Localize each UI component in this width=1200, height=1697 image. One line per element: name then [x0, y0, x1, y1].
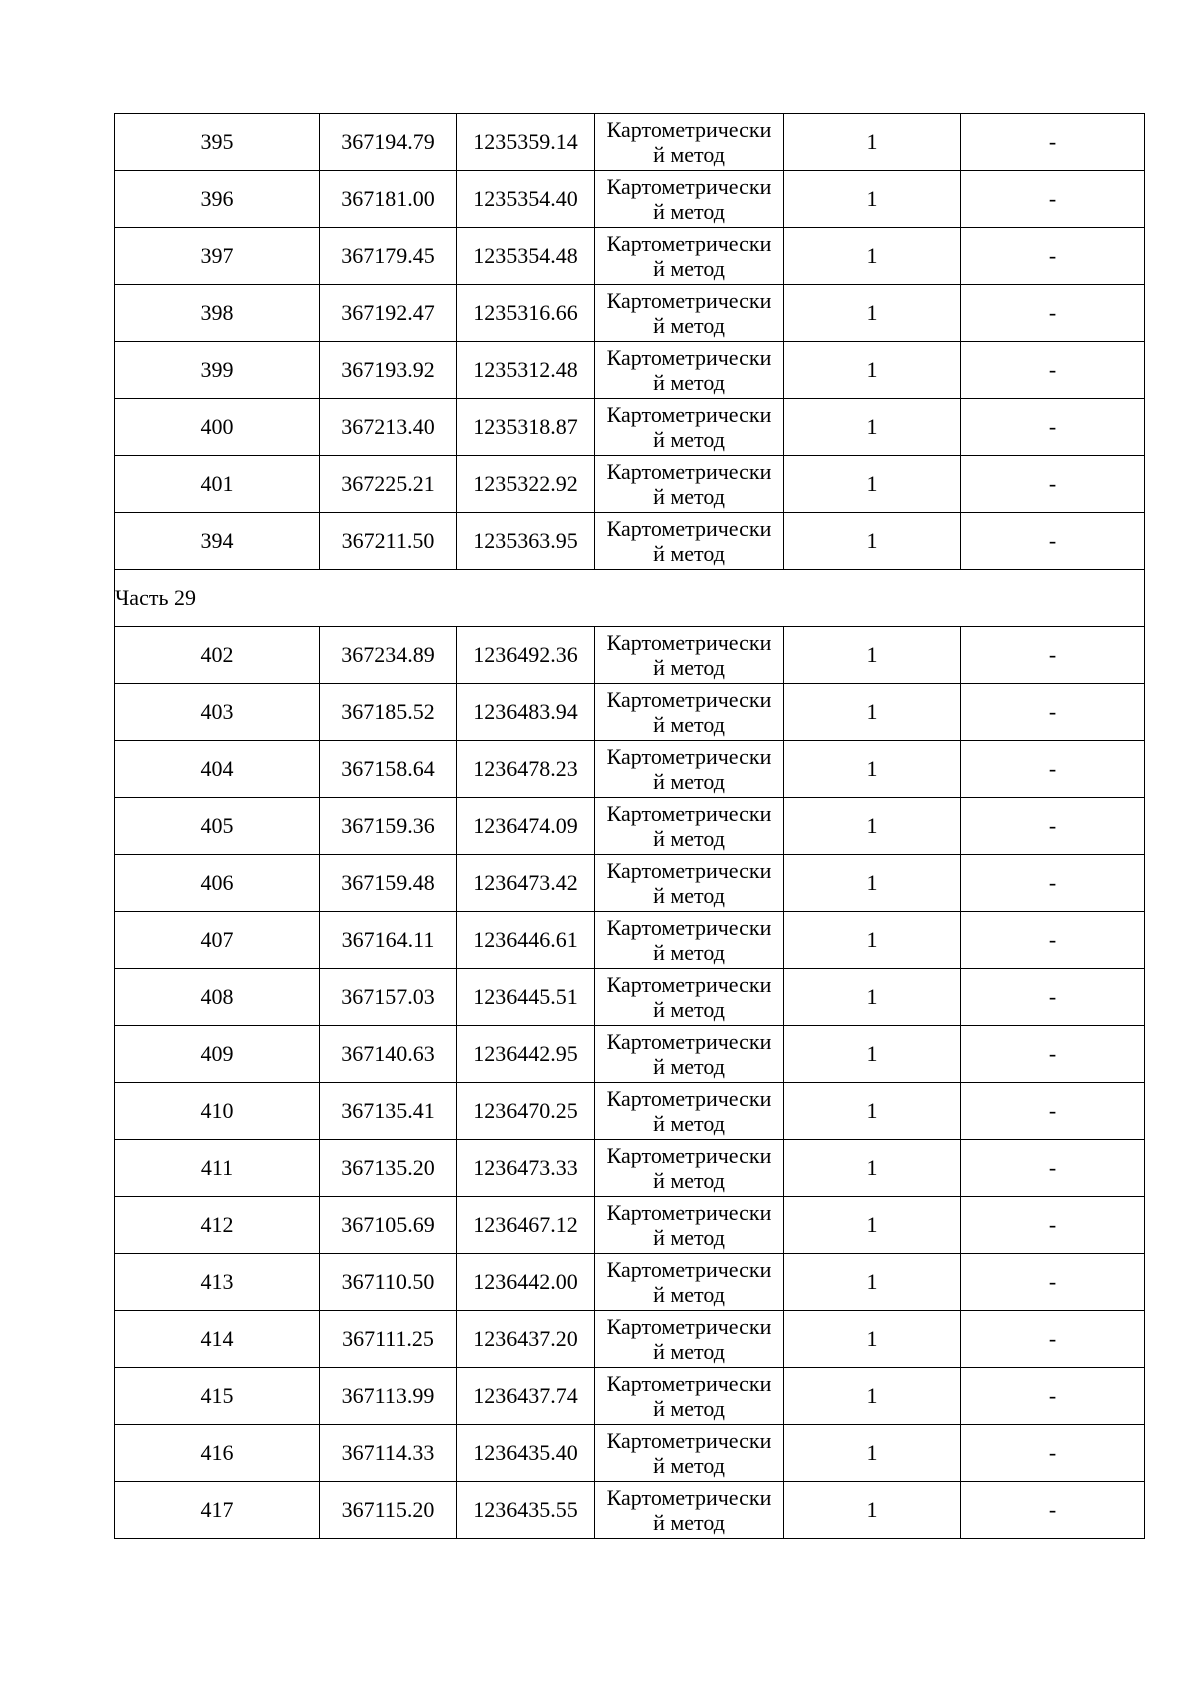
y-coordinate-cell: 1236446.61 [457, 912, 595, 969]
method-cell [595, 1026, 784, 1083]
description-cell: - [961, 969, 1145, 1026]
y-coordinate-cell: 1236492.36 [457, 627, 595, 684]
table-row [115, 1083, 1145, 1140]
method-text-line-1: Картометрически [606, 1485, 772, 1510]
method-text-line-1: Картометрически [606, 1314, 772, 1339]
x-coordinate-cell: 367234.89 [320, 627, 457, 684]
method-text-line-2: й метод [653, 199, 725, 224]
x-coordinate-cell: 367194.79 [320, 114, 457, 171]
x-coordinate-cell: 367111.25 [320, 1311, 457, 1368]
accuracy-cell: 1 [784, 855, 961, 912]
x-coordinate-cell: 367211.50 [320, 513, 457, 570]
description-cell: - [961, 684, 1145, 741]
x-coordinate-cell: 367114.33 [320, 1425, 457, 1482]
method-text-line-2: й метод [653, 655, 725, 680]
x-coordinate-cell: 367115.20 [320, 1482, 457, 1539]
method-text-line-1: Картометрически [606, 858, 772, 883]
description-cell: - [961, 1197, 1145, 1254]
method-text-line-1: Картометрически [606, 516, 772, 541]
y-coordinate-cell: 1235363.95 [457, 513, 595, 570]
method-cell [595, 684, 784, 741]
method-cell [595, 969, 784, 1026]
description-cell: - [961, 513, 1145, 570]
accuracy-cell: 1 [784, 513, 961, 570]
method-cell [595, 855, 784, 912]
accuracy-cell: 1 [784, 342, 961, 399]
method-text-line-2: й метод [653, 1453, 725, 1478]
point-number-cell: 405 [115, 798, 320, 855]
x-coordinate-cell: 367113.99 [320, 1368, 457, 1425]
description-cell: - [961, 627, 1145, 684]
accuracy-cell: 1 [784, 171, 961, 228]
method-text-line-2: й метод [653, 1282, 725, 1307]
method-text-line-2: й метод [653, 769, 725, 794]
table-row [115, 285, 1145, 342]
table-row [115, 456, 1145, 513]
y-coordinate-cell: 1235354.40 [457, 171, 595, 228]
accuracy-cell: 1 [784, 912, 961, 969]
description-cell: - [961, 798, 1145, 855]
accuracy-cell: 1 [784, 684, 961, 741]
part-header-row [115, 570, 1145, 627]
table-row [115, 1197, 1145, 1254]
table-row [115, 741, 1145, 798]
y-coordinate-cell: 1236435.55 [457, 1482, 595, 1539]
description-cell: - [961, 855, 1145, 912]
y-coordinate-cell: 1235322.92 [457, 456, 595, 513]
method-text-line-1: Картометрически [606, 972, 772, 997]
description-cell: - [961, 1083, 1145, 1140]
accuracy-cell: 1 [784, 228, 961, 285]
table-row [115, 1311, 1145, 1368]
table-row [115, 855, 1145, 912]
table-row [115, 969, 1145, 1026]
method-text-line-2: й метод [653, 1111, 725, 1136]
point-number-cell: 403 [115, 684, 320, 741]
accuracy-cell: 1 [784, 1083, 961, 1140]
accuracy-cell: 1 [784, 114, 961, 171]
description-cell: - [961, 1254, 1145, 1311]
point-number-cell: 408 [115, 969, 320, 1026]
table-row [115, 684, 1145, 741]
method-cell [595, 228, 784, 285]
x-coordinate-cell: 367179.45 [320, 228, 457, 285]
y-coordinate-cell: 1236473.42 [457, 855, 595, 912]
method-cell [595, 1197, 784, 1254]
method-cell [595, 114, 784, 171]
point-number-cell: 411 [115, 1140, 320, 1197]
x-coordinate-cell: 367192.47 [320, 285, 457, 342]
x-coordinate-cell: 367181.00 [320, 171, 457, 228]
accuracy-cell: 1 [784, 1197, 961, 1254]
method-text-line-1: Картометрически [606, 1257, 772, 1282]
method-text-line-1: Картометрически [606, 1371, 772, 1396]
point-number-cell: 410 [115, 1083, 320, 1140]
method-cell [595, 342, 784, 399]
method-text-line-2: й метод [653, 1510, 725, 1535]
method-cell [595, 1083, 784, 1140]
description-cell: - [961, 1425, 1145, 1482]
x-coordinate-cell: 367140.63 [320, 1026, 457, 1083]
description-cell: - [961, 399, 1145, 456]
method-text-line-2: й метод [653, 370, 725, 395]
method-cell [595, 399, 784, 456]
method-cell [595, 1482, 784, 1539]
method-text-line-2: й метод [653, 142, 725, 167]
x-coordinate-cell: 367193.92 [320, 342, 457, 399]
accuracy-cell: 1 [784, 1026, 961, 1083]
method-text-line-2: й метод [653, 427, 725, 452]
method-text-line-1: Картометрически [606, 345, 772, 370]
point-number-cell: 409 [115, 1026, 320, 1083]
point-number-cell: 407 [115, 912, 320, 969]
y-coordinate-cell: 1236435.40 [457, 1425, 595, 1482]
point-number-cell: 401 [115, 456, 320, 513]
point-number-cell: 399 [115, 342, 320, 399]
y-coordinate-cell: 1236437.74 [457, 1368, 595, 1425]
accuracy-cell: 1 [784, 1254, 961, 1311]
point-number-cell: 415 [115, 1368, 320, 1425]
point-number-cell: 402 [115, 627, 320, 684]
description-cell: - [961, 114, 1145, 171]
y-coordinate-cell: 1236442.95 [457, 1026, 595, 1083]
point-number-cell: 406 [115, 855, 320, 912]
table-row [115, 1425, 1145, 1482]
y-coordinate-cell: 1236437.20 [457, 1311, 595, 1368]
table-row [115, 228, 1145, 285]
point-number-cell: 400 [115, 399, 320, 456]
x-coordinate-cell: 367225.21 [320, 456, 457, 513]
accuracy-cell: 1 [784, 285, 961, 342]
method-text-line-2: й метод [653, 484, 725, 509]
method-text-line-1: Картометрически [606, 288, 772, 313]
description-cell: - [961, 1140, 1145, 1197]
point-number-cell: 395 [115, 114, 320, 171]
table-row [115, 399, 1145, 456]
x-coordinate-cell: 367185.52 [320, 684, 457, 741]
table-row [115, 1026, 1145, 1083]
y-coordinate-cell: 1235354.48 [457, 228, 595, 285]
method-text-line-2: й метод [653, 1168, 725, 1193]
accuracy-cell: 1 [784, 969, 961, 1026]
table-row [115, 912, 1145, 969]
method-text-line-2: й метод [653, 1339, 725, 1364]
accuracy-cell: 1 [784, 399, 961, 456]
description-cell: - [961, 171, 1145, 228]
accuracy-cell: 1 [784, 1140, 961, 1197]
y-coordinate-cell: 1236483.94 [457, 684, 595, 741]
table-row [115, 342, 1145, 399]
accuracy-cell: 1 [784, 627, 961, 684]
accuracy-cell: 1 [784, 1482, 961, 1539]
method-cell [595, 1368, 784, 1425]
table-row [115, 627, 1145, 684]
x-coordinate-cell: 367213.40 [320, 399, 457, 456]
coordinates-table [114, 113, 1145, 1539]
method-text-line-1: Картометрически [606, 801, 772, 826]
point-number-cell: 417 [115, 1482, 320, 1539]
point-number-cell: 414 [115, 1311, 320, 1368]
x-coordinate-cell: 367135.41 [320, 1083, 457, 1140]
x-coordinate-cell: 367105.69 [320, 1197, 457, 1254]
method-text-line-2: й метод [653, 997, 725, 1022]
description-cell: - [961, 285, 1145, 342]
method-text-line-1: Картометрически [606, 174, 772, 199]
method-text-line-1: Картометрически [606, 1428, 772, 1453]
point-number-cell: 396 [115, 171, 320, 228]
method-cell [595, 912, 784, 969]
x-coordinate-cell: 367164.11 [320, 912, 457, 969]
method-cell [595, 627, 784, 684]
method-text-line-1: Картометрически [606, 231, 772, 256]
y-coordinate-cell: 1236467.12 [457, 1197, 595, 1254]
point-number-cell: 404 [115, 741, 320, 798]
accuracy-cell: 1 [784, 1311, 961, 1368]
method-cell [595, 1140, 784, 1197]
method-text-line-2: й метод [653, 826, 725, 851]
method-text-line-1: Картометрически [606, 1200, 772, 1225]
method-text-line-1: Картометрически [606, 915, 772, 940]
method-cell [595, 513, 784, 570]
accuracy-cell: 1 [784, 798, 961, 855]
y-coordinate-cell: 1235312.48 [457, 342, 595, 399]
method-cell [595, 1311, 784, 1368]
point-number-cell: 398 [115, 285, 320, 342]
table-row [115, 1368, 1145, 1425]
method-text-line-2: й метод [653, 1054, 725, 1079]
accuracy-cell: 1 [784, 741, 961, 798]
method-cell [595, 285, 784, 342]
method-text-line-2: й метод [653, 1225, 725, 1250]
y-coordinate-cell: 1236445.51 [457, 969, 595, 1026]
description-cell: - [961, 1026, 1145, 1083]
point-number-cell: 416 [115, 1425, 320, 1482]
x-coordinate-cell: 367157.03 [320, 969, 457, 1026]
table-row [115, 1482, 1145, 1539]
table-row [115, 171, 1145, 228]
description-cell: - [961, 912, 1145, 969]
method-cell [595, 1425, 784, 1482]
method-text-line-1: Картометрически [606, 744, 772, 769]
method-text-line-2: й метод [653, 883, 725, 908]
method-cell [595, 456, 784, 513]
point-number-cell: 413 [115, 1254, 320, 1311]
y-coordinate-cell: 1236442.00 [457, 1254, 595, 1311]
x-coordinate-cell: 367135.20 [320, 1140, 457, 1197]
description-cell: - [961, 1368, 1145, 1425]
description-cell: - [961, 1482, 1145, 1539]
y-coordinate-cell: 1236478.23 [457, 741, 595, 798]
method-text-line-1: Картометрически [606, 1143, 772, 1168]
x-coordinate-cell: 367159.36 [320, 798, 457, 855]
table-row [115, 1140, 1145, 1197]
accuracy-cell: 1 [784, 1368, 961, 1425]
coordinates-table-body [115, 114, 1145, 1539]
table-row [115, 513, 1145, 570]
method-text-line-2: й метод [653, 256, 725, 281]
table-row [115, 798, 1145, 855]
method-text-line-1: Картометрически [606, 1086, 772, 1111]
method-text-line-2: й метод [653, 541, 725, 566]
description-cell: - [961, 228, 1145, 285]
x-coordinate-cell: 367110.50 [320, 1254, 457, 1311]
method-text-line-1: Картометрически [606, 687, 772, 712]
method-cell [595, 171, 784, 228]
table-row [115, 114, 1145, 171]
table-row [115, 1254, 1145, 1311]
method-text-line-2: й метод [653, 313, 725, 338]
y-coordinate-cell: 1236473.33 [457, 1140, 595, 1197]
y-coordinate-cell: 1235316.66 [457, 285, 595, 342]
method-text-line-1: Картометрически [606, 459, 772, 484]
point-number-cell: 394 [115, 513, 320, 570]
part-label: Часть 29 [115, 570, 1145, 627]
x-coordinate-cell: 367158.64 [320, 741, 457, 798]
method-cell [595, 741, 784, 798]
y-coordinate-cell: 1236470.25 [457, 1083, 595, 1140]
accuracy-cell: 1 [784, 456, 961, 513]
method-text-line-2: й метод [653, 1396, 725, 1421]
y-coordinate-cell: 1235359.14 [457, 114, 595, 171]
description-cell: - [961, 741, 1145, 798]
method-text-line-2: й метод [653, 712, 725, 737]
method-text-line-1: Картометрически [606, 630, 772, 655]
y-coordinate-cell: 1235318.87 [457, 399, 595, 456]
method-text-line-1: Картометрически [606, 117, 772, 142]
y-coordinate-cell: 1236474.09 [457, 798, 595, 855]
method-text-line-2: й метод [653, 940, 725, 965]
method-cell [595, 798, 784, 855]
description-cell: - [961, 456, 1145, 513]
method-cell [595, 1254, 784, 1311]
method-text-line-1: Картометрически [606, 1029, 772, 1054]
accuracy-cell: 1 [784, 1425, 961, 1482]
point-number-cell: 412 [115, 1197, 320, 1254]
method-text-line-1: Картометрически [606, 402, 772, 427]
x-coordinate-cell: 367159.48 [320, 855, 457, 912]
description-cell: - [961, 1311, 1145, 1368]
point-number-cell: 397 [115, 228, 320, 285]
description-cell: - [961, 342, 1145, 399]
